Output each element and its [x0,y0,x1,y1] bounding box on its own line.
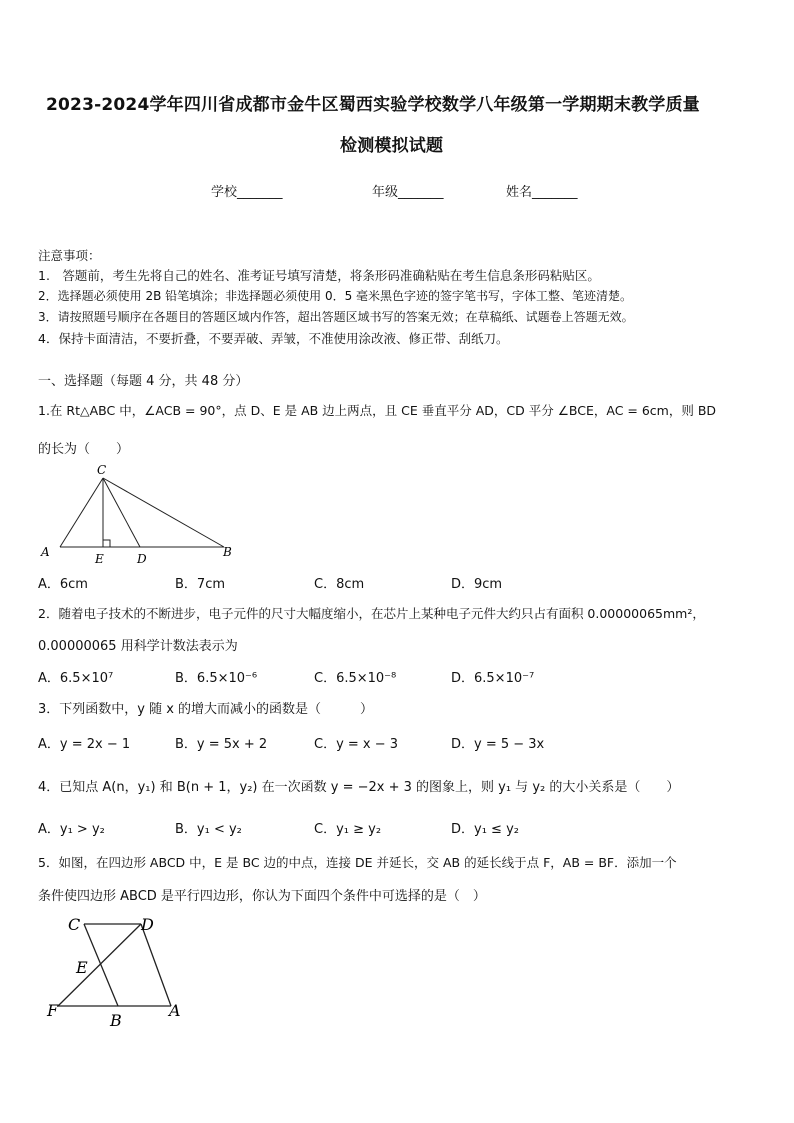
q1-option-a: A．6cm [38,577,88,592]
label-d: D [137,552,147,566]
grade-field: 年级_______ [372,185,444,200]
page-title: 2023-2024学年四川省成都市金牛区蜀西实验学校数学八年级第一学期期末教学质量 [46,95,700,115]
side-cb [84,924,118,1006]
q1-option-b: B．7cm [175,577,226,592]
question-5-figure [44,910,194,1030]
page-title-line2: 检测模拟试题 [340,136,444,156]
note-item: 1. 答题前，考生先将自己的姓名、准考证号填写清楚，将条形码准确粘贴在考生信息条形码粘贴区。 [38,268,600,283]
q4-option-a: A．y₁ > y₂ [38,822,105,837]
label-b: B [223,545,232,559]
question-1-text-cont: 的长为（ ） [38,442,130,457]
q4-option-c: C．y₁ ≥ y₂ [314,822,382,837]
q2-option-c: C．6.5×10⁻⁸ [314,671,397,686]
question-2-text-cont: 0.00000065 用科学计数法表示为 [38,639,238,654]
label-f: F [47,1001,59,1020]
question-2-text: 2．随着电子技术的不断进步，电子元件的尺寸大幅度缩小，在芯片上某种电子元件大约只占有面积 0.00000065mm²， [38,606,705,621]
label-a: A [41,545,50,559]
right-angle-mark [103,540,110,547]
question-5-text-cont: 条件使四边形 ABCD 是平行四边形，你认为下面四个条件中可选择的是（ ） [38,889,486,904]
label-c: C [97,463,107,477]
q1-option-c: C．8cm [314,577,365,592]
label-c: C [68,915,81,934]
label-e: E [76,958,88,977]
label-b: B [110,1011,122,1030]
q3-option-b: B．y = 5x + 2 [175,737,268,752]
question-3-text: 3．下列函数中，y 随 x 的增大而减小的函数是（ ） [38,702,374,717]
note-item: 2．选择题必须使用 2B 铅笔填涂；非选择题必须使用 0．5 毫米黑色字迹的签字笔书写，字体工整、笔迹清楚。 [38,289,633,303]
question-1-text: 1.在 Rt△ABC 中，∠ACB = 90°，点 D、E 是 AB 边上两点，且 CE 垂直平分 AD，CD 平分 ∠BCE，AC = 6cm，则 BD [38,403,717,418]
q2-option-a: A．6.5×10⁷ [38,671,114,686]
name-field: 姓名_______ [506,185,578,200]
q2-option-b: B．6.5×10⁻⁶ [175,671,258,686]
q2-option-d: D．6.5×10⁻⁷ [451,671,535,686]
q4-option-b: B．y₁ < y₂ [175,822,242,837]
question-5-text: 5．如图，在四边形 ABCD 中，E 是 BC 边的中点，连接 DE 并延长，交 AB 的延长线于点 F，AB = BF．添加一个 [38,855,677,870]
line-df [58,924,141,1006]
label-e: E [95,552,104,566]
question-1-figure [36,460,236,566]
label-d: D [141,915,154,934]
section-heading: 一、选择题（每题 4 分，共 48 分） [38,374,249,389]
q3-option-a: A．y = 2x − 1 [38,737,131,752]
q4-option-d: D．y₁ ≤ y₂ [451,822,519,837]
q3-option-d: D．y = 5 − 3x [451,737,545,752]
q1-option-d: D．9cm [451,577,503,592]
q3-option-c: C．y = x − 3 [314,737,399,752]
question-4-text: 4．已知点 A(n，y₁) 和 B(n + 1，y₂) 在一次函数 y = −2x + 3 的图象上，则 y₁ 与 y₂ 的大小关系是（ ） [38,780,680,795]
school-field: 学校_______ [211,185,283,200]
note-item: 4．保持卡面清洁，不要折叠，不要弄破、弄皱，不准使用涂改液、修正带、刮纸刀。 [38,331,509,346]
note-item: 3．请按照题号顺序在各题目的答题区域内作答，超出答题区域书写的答案无效；在草稿纸、试题卷上答题无效。 [38,310,634,324]
notes-heading: 注意事项： [38,248,101,263]
side-da [141,924,171,1006]
side-ac [60,478,103,547]
label-a: A [169,1001,181,1020]
